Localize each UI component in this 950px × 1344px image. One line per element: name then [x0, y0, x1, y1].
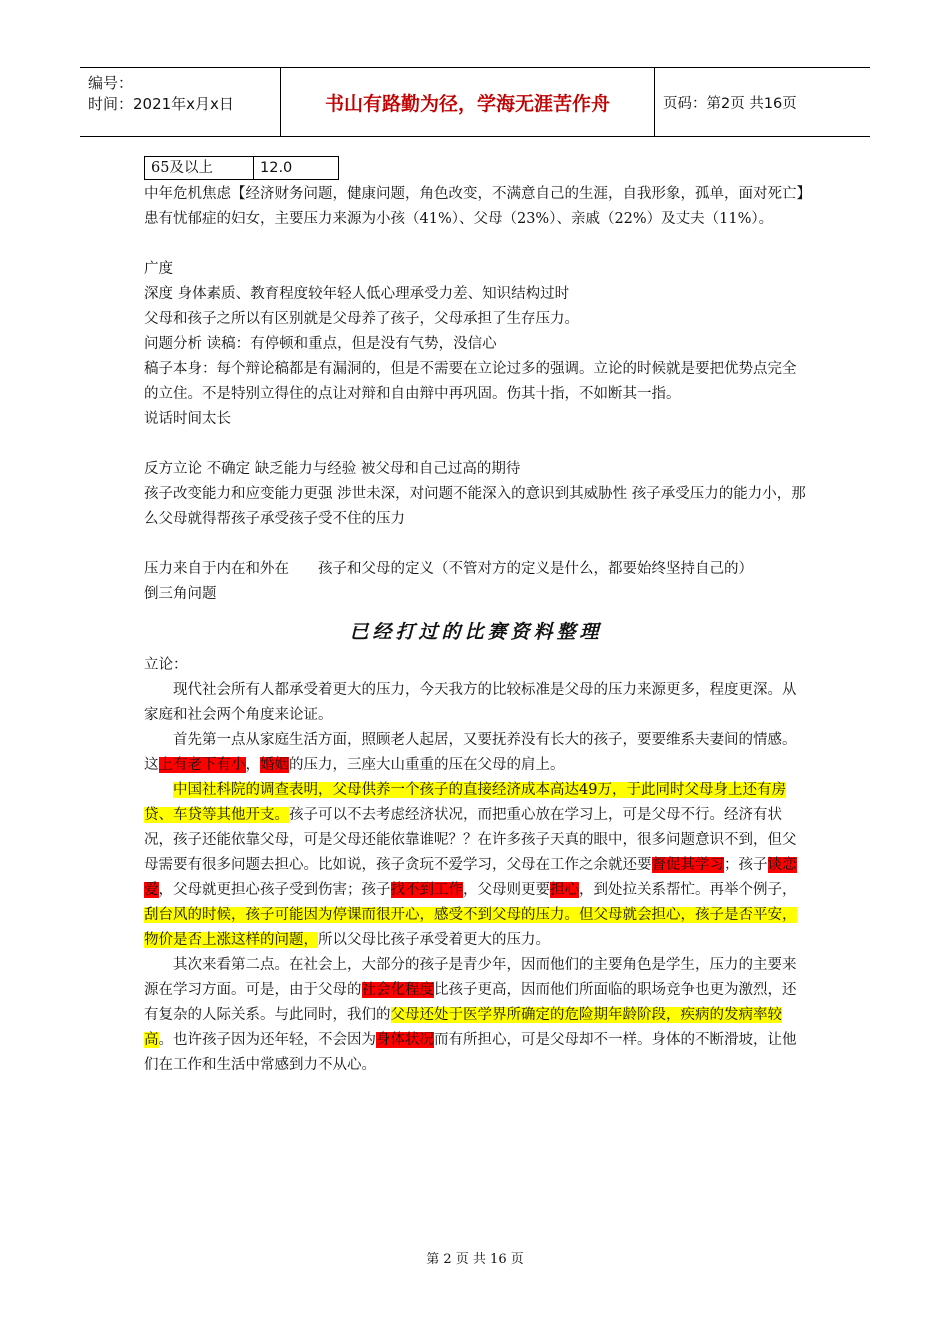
table-cell-value: 12.0: [254, 157, 339, 180]
page-footer: 第 2 页 共 16 页: [426, 1252, 524, 1267]
header-motto: 书山有路勤为径，学海无涯苦作舟: [281, 68, 655, 136]
paragraph: 孩子改变能力和应变能力更强 涉世未深，对问题不能深入的意识到其威胁性 孩子承受压力的能力小，那么父母就得帮孩子承受孩子受不住的压力: [144, 486, 806, 527]
paragraph: 压力来自于内在和外在 孩子和父母的定义（不管对方的定义是什么，都要始终坚持自己的）: [144, 561, 753, 577]
highlight-yellow: 父母还处于医学界所确定的危险期年龄阶段，疾病的发病率较高: [144, 1007, 782, 1048]
paragraph: 患有忧郁症的妇女，主要压力来源为小孩（41%）、父母（23%）、亲戚（22%）及丈夫（11%）。: [144, 211, 774, 227]
paragraph: 广度: [144, 261, 173, 277]
table-row: [145, 157, 339, 180]
page-header: [80, 67, 870, 137]
body-paragraph: 其次来看第二点。在社会上，大部分的孩子是青少年，因而他们的主要角色是学生，压力的主要来源在学习方面。可是，由于父母的社会化程度比孩子更高，因而他们所面临的职场竞争也更为激烈，还有复杂的人际关系。与此同时，我们的父母还处于医学界所确定的危险期年龄阶段，疾病的发病率较高。也许孩子因为还年轻，不会因为身体状况而有所担心，可是父母却不一样。身体的不断滑坡，让他们在工作和生活中常感到力不从心。: [144, 957, 797, 1073]
highlight-red: 婚姻: [260, 757, 289, 773]
document-body: [144, 156, 811, 1078]
highlight-red: 社会化程度: [361, 982, 434, 998]
paragraph: 深度 身体素质、教育程度较年轻人低心理承受力差、知识结构过时: [144, 286, 570, 302]
table-cell-age: 65及以上: [145, 157, 254, 180]
highlight-yellow: 中国社科院的调查表明，父母供养一个孩子的直接经济成本高达49万，于此同时父母身上还有房贷、车贷等其他开支。: [144, 782, 786, 823]
data-table: [144, 156, 339, 180]
highlight-red: 担心: [550, 882, 579, 898]
body-paragraph: 中国社科院的调查表明，父母供养一个孩子的直接经济成本高达49万，于此同时父母身上还有房贷、车贷等其他开支。孩子可以不去考虑经济状况，而把重心放在学习上，可是父母不行。经济有状况，孩子还能依靠父母，可是父母还能依靠谁呢？？在许多孩子天真的眼中，很多问题意识不到，但父母需要有很多问题去担心。比如说，孩子贪玩不爱学习，父母在工作之余就还要督促其学习；孩子谈恋爱，父母就更担心孩子受到伤害；孩子找不到工作，父母则更要担心，到处拉关系帮忙。再举个例子，刮台风的时候，孩子可能因为停课而很开心，感受不到父母的压力。但父母就会担心，孩子是否平安，物价是否上涨这样的问题，所以父母比孩子承受着更大的压力。: [144, 782, 797, 948]
paragraph: 反方立论 不确定 缺乏能力与经验 被父母和自己过高的期待: [144, 461, 521, 477]
paragraph: 父母和孩子之所以有区别就是父母养了孩子，父母承担了生存压力。: [144, 311, 579, 327]
header-page-number: 页码：第2页 共16页: [663, 95, 797, 112]
header-meta: [80, 68, 281, 136]
paragraph: 稿子本身：每个辩论稿都是有漏洞的，但是不需要在立论过多的强调。立论的时候就是要把优势点完全的立住。不是特别立得住的点让对辩和自由辩中再巩固。伤其十指，不如断其一指。: [144, 361, 797, 402]
paragraph: 倒三角问题: [144, 586, 217, 602]
highlight-yellow: 刮台风的时候，孩子可能因为停课而很开心，感受不到父母的压力。但父母就会担心，孩子是否平安，物价是否上涨这样的问题，: [144, 907, 797, 948]
highlight-red: 督促其学习: [651, 857, 724, 873]
paragraph: 问题分析 读稿：有停顿和重点，但是没有气势，没信心: [144, 336, 497, 352]
highlight-red: 找不到工作: [390, 882, 463, 898]
body-paragraph: 现代社会所有人都承受着更大的压力，今天我方的比较标准是父母的压力来源更多，程度更深。从家庭和社会两个角度来论证。: [144, 682, 797, 723]
highlight-red: 身体状况: [376, 1032, 434, 1048]
highlight-red: 谈恋爱: [144, 857, 797, 898]
paragraph: 中年危机焦虑【经济财务问题，健康问题，角色改变，不满意自己的生涯，自我形象，孤单，面对死亡】: [144, 186, 811, 202]
section-title: 已经打过的比赛资料整理: [349, 621, 603, 643]
body-paragraph: 首先第一点从家庭生活方面，照顾老人起居，又要抚养没有长大的孩子，要要维系夫妻间的情感。这上有老下有小，婚姻的压力，三座大山重重的压在父母的肩上。: [144, 732, 797, 773]
lilun-label: 立论：: [144, 657, 188, 673]
paragraph: 说话时间太长: [144, 411, 231, 427]
code-label: 编号：: [88, 74, 134, 92]
highlight-red: 上有老下有小: [158, 757, 246, 773]
time-label: 时间：2021年x月x日: [88, 95, 234, 113]
